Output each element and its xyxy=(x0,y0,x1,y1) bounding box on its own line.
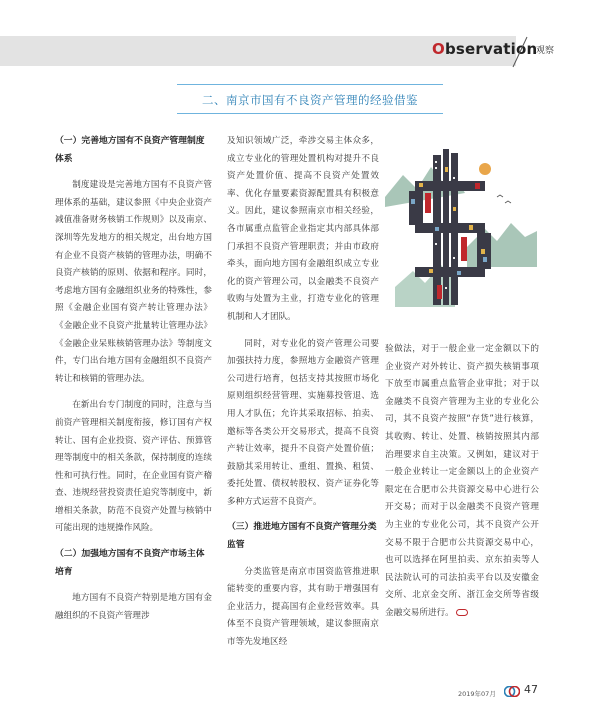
magazine-logo-icon xyxy=(504,686,520,697)
paragraph: 分类监管是南京市国资监管推进职能转变的重要内容，其有助于增强国有企业活力，提高国有企业经营效率。具体至不良资产管理领域，建议参照南京市等先发地区经 xyxy=(227,566,379,648)
dollar-sign-city-illustration xyxy=(385,137,537,327)
subheading-2: （二）加强地方国有不良资产市场主体培育 xyxy=(55,549,205,577)
page-number: 47 xyxy=(524,683,538,696)
text-column-1 xyxy=(55,133,212,625)
paragraph: 及知识领域广泛，牵涉交易主体众多，成立专业化的管理处置机构对提升不良资产处置价值、提高不良资产处置效率、优化存量要素资源配置具有积极意义。因此，建议参照南京市相关经验，各市属重点监管企业指定其内部具体部门承担不良资产管理职责；并由市政府牵头，面向地方国有金融组织成立专业化的资产管理公司，以金融类不良资产收购与处置为主业，打造专业化的管理机制和人才团队。 xyxy=(227,136,379,322)
issue-date: 2019年07月 xyxy=(458,690,496,698)
section-title: 二、南京市国有不良资产管理的经验借鉴 xyxy=(202,93,418,107)
paragraph: 同时，对专业化的资产管理公司要加强扶持力度，参照地方金融资产管理公司进行培育，包括支持其按照市场化原则组织经营管理、实施募投管退、选用人才队伍；允许其采取招标、拍卖、邀标等各类公开交易形式，提高不良资产转让效率，提升不良资产处置价值；鼓励其采用转让、重组、置换、租赁、委托处置、债权转股权、资产证券化等多种方式运营不良资产。 xyxy=(227,338,379,507)
text-column-2 xyxy=(227,133,379,652)
title-rule-top xyxy=(177,84,443,85)
subheading-1: （一）完善地方国有不良资产管理制度体系 xyxy=(55,136,205,164)
section-label: 观察 xyxy=(536,46,555,56)
paragraph-text: 验做法，对于一般企业一定金额以下的企业资产对外转让、资产损失核销事项下放至市属重点监管企业审批；对于以金融类不良资产管理为主业的专业化公司，其不良资产按照“存货”进行核算，其收购、转让、处置、核销按照其内部治理要求自主决策。又例如，建议对于一般企业转让一定金额以上的企业资产限定在合肥市公共资源交易中心进行公开交易；而对于以金融类不良资产管理为主业的专业化公司，其不良资产公开交易不限于合肥市公共资源交易中心，也可以选择在阿里拍卖、京东拍卖等人民法院认可的司法拍卖平台以及安徽金交所、北京金交所、浙江金交所等省级金融交易所进行。 xyxy=(385,344,539,618)
paragraph: 在新出台专门制度的同时，注意与当前资产管理相关制度衔接，修订国有产权转让、国有企业投资、资产评估、预算管理等制度中的相关条款，保持制度的连续性和可执行性。同时，在企业国有资产稽查、违规经营投资责任追究等制度中，新增相关条款，防范不良资产处置与核销中可能出现的违规操作风险。 xyxy=(55,400,212,534)
paragraph xyxy=(385,341,539,623)
paragraph: 地方国有不良资产特别是地方国有金融组织的不良资产管理涉 xyxy=(55,593,212,621)
end-mark-icon xyxy=(456,609,468,616)
subheading-3: （三）推进地方国有不良资产管理分类监管 xyxy=(227,522,377,551)
magazine-section-logo: Observation xyxy=(432,40,538,58)
text-column-3 xyxy=(385,341,539,623)
slash-divider-icon xyxy=(505,36,535,68)
title-rule-bottom xyxy=(177,113,443,114)
paragraph: 制度建设是完善地方国有不良资产管理体系的基础，建议参照《中央企业资产减值准备财务核销工作规则》以及南京、深圳等先发地方的相关规定，出台地方国有企业不良资产核销的管理办法，明确不良资产核销的原则、依据和程序。同时，考虑地方国有金融组织业务的特殊性，参照《金融企业国有资产转让管理办法》《金融企业不良资产批量转让管理办法》《金融企业呆账核销管理办法》等制度文件，专门出台地方国有金融组织不良资产转让和核销的管理办法。 xyxy=(55,180,212,384)
